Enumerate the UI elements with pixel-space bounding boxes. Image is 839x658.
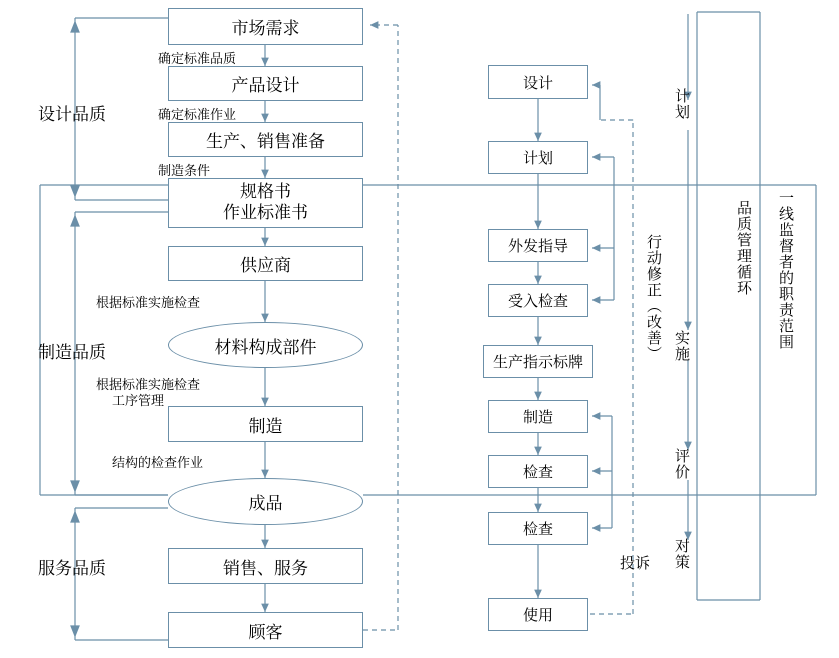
vertical-label-act: 对策 (673, 538, 691, 570)
box-label: 外发指导 (507, 237, 568, 255)
box-incoming-inspection[interactable] (488, 284, 588, 317)
box-sales-service[interactable] (168, 548, 363, 584)
side-label-service-quality: 服务品质 (38, 559, 106, 579)
box-make[interactable] (488, 400, 588, 433)
edge-label-standard-quality: 确定标准品质 (158, 52, 237, 67)
box-use[interactable] (488, 598, 588, 631)
edge-label-inspect-by-standard-1: 根据标准实施检查 (96, 296, 201, 311)
box-customer[interactable] (168, 612, 363, 648)
edge-label-inspect-by-standard-2: 根据标准实施检查 (96, 378, 201, 393)
edge-label-process-management: 工序管理 (112, 394, 165, 409)
side-label-manufacture-quality: 制造品质 (38, 343, 106, 363)
box-label-line2: 作业标准书 (223, 203, 308, 223)
box-market-demand[interactable] (168, 8, 363, 45)
box-product-design[interactable] (168, 66, 363, 101)
box-label: 使用 (522, 606, 553, 624)
box-label: 受入检查 (507, 292, 568, 310)
box-supplier[interactable] (168, 246, 363, 281)
vertical-label-do: 实施 (673, 330, 691, 362)
vertical-label-quality-cycle: 品质管理循环 (735, 200, 753, 296)
ellipse-label: 成品 (248, 494, 283, 514)
box-label: 供应商 (240, 256, 291, 276)
box-outsourcing-guidance[interactable] (488, 229, 588, 262)
edge-label-structure-inspection: 结构的检查作业 (112, 456, 204, 471)
box-manufacture[interactable] (168, 406, 363, 442)
ellipse-material-components[interactable] (168, 322, 363, 368)
box-label: 生产指示标牌 (492, 353, 583, 371)
box-specification-work-standard[interactable] (168, 178, 363, 228)
vertical-label-plan: 计划 (673, 88, 691, 120)
edge-label-complaint: 投诉 (620, 554, 651, 572)
side-label-design-quality: 设计品质 (38, 105, 106, 125)
box-label-line1: 规格书 (240, 181, 291, 202)
box-label: 检查 (522, 463, 553, 481)
box-production-sales-preparation[interactable] (168, 122, 363, 157)
box-inspection-1[interactable] (488, 455, 588, 488)
box-label: 市场需求 (231, 19, 300, 39)
box-production-instruction-tag[interactable] (483, 345, 593, 378)
vertical-label-check: 评价 (673, 448, 691, 480)
box-label: 生产、销售准备 (206, 132, 325, 152)
box-design[interactable] (488, 65, 588, 99)
vertical-label-frontline-scope: 一线监督者的职责范围 (777, 190, 795, 350)
box-label: 销售、服务 (223, 558, 308, 579)
box-label: 检查 (522, 520, 553, 538)
edge-label-manufacturing-condition: 制造条件 (158, 164, 211, 179)
box-label: 制造 (248, 416, 283, 437)
ellipse-finished-product[interactable] (168, 478, 363, 525)
box-label: 产品设计 (231, 76, 300, 96)
box-inspection-2[interactable] (488, 512, 588, 545)
vertical-label-action-correction: 行动修正（改善） (645, 234, 663, 362)
box-label: 计划 (522, 149, 553, 167)
box-label: 顾客 (248, 622, 283, 643)
ellipse-label: 材料构成部件 (214, 337, 317, 358)
box-plan[interactable] (488, 141, 588, 174)
edge-label-standard-work: 确定标准作业 (158, 108, 237, 123)
box-label: 设计 (522, 73, 553, 92)
box-label: 制造 (522, 408, 553, 426)
